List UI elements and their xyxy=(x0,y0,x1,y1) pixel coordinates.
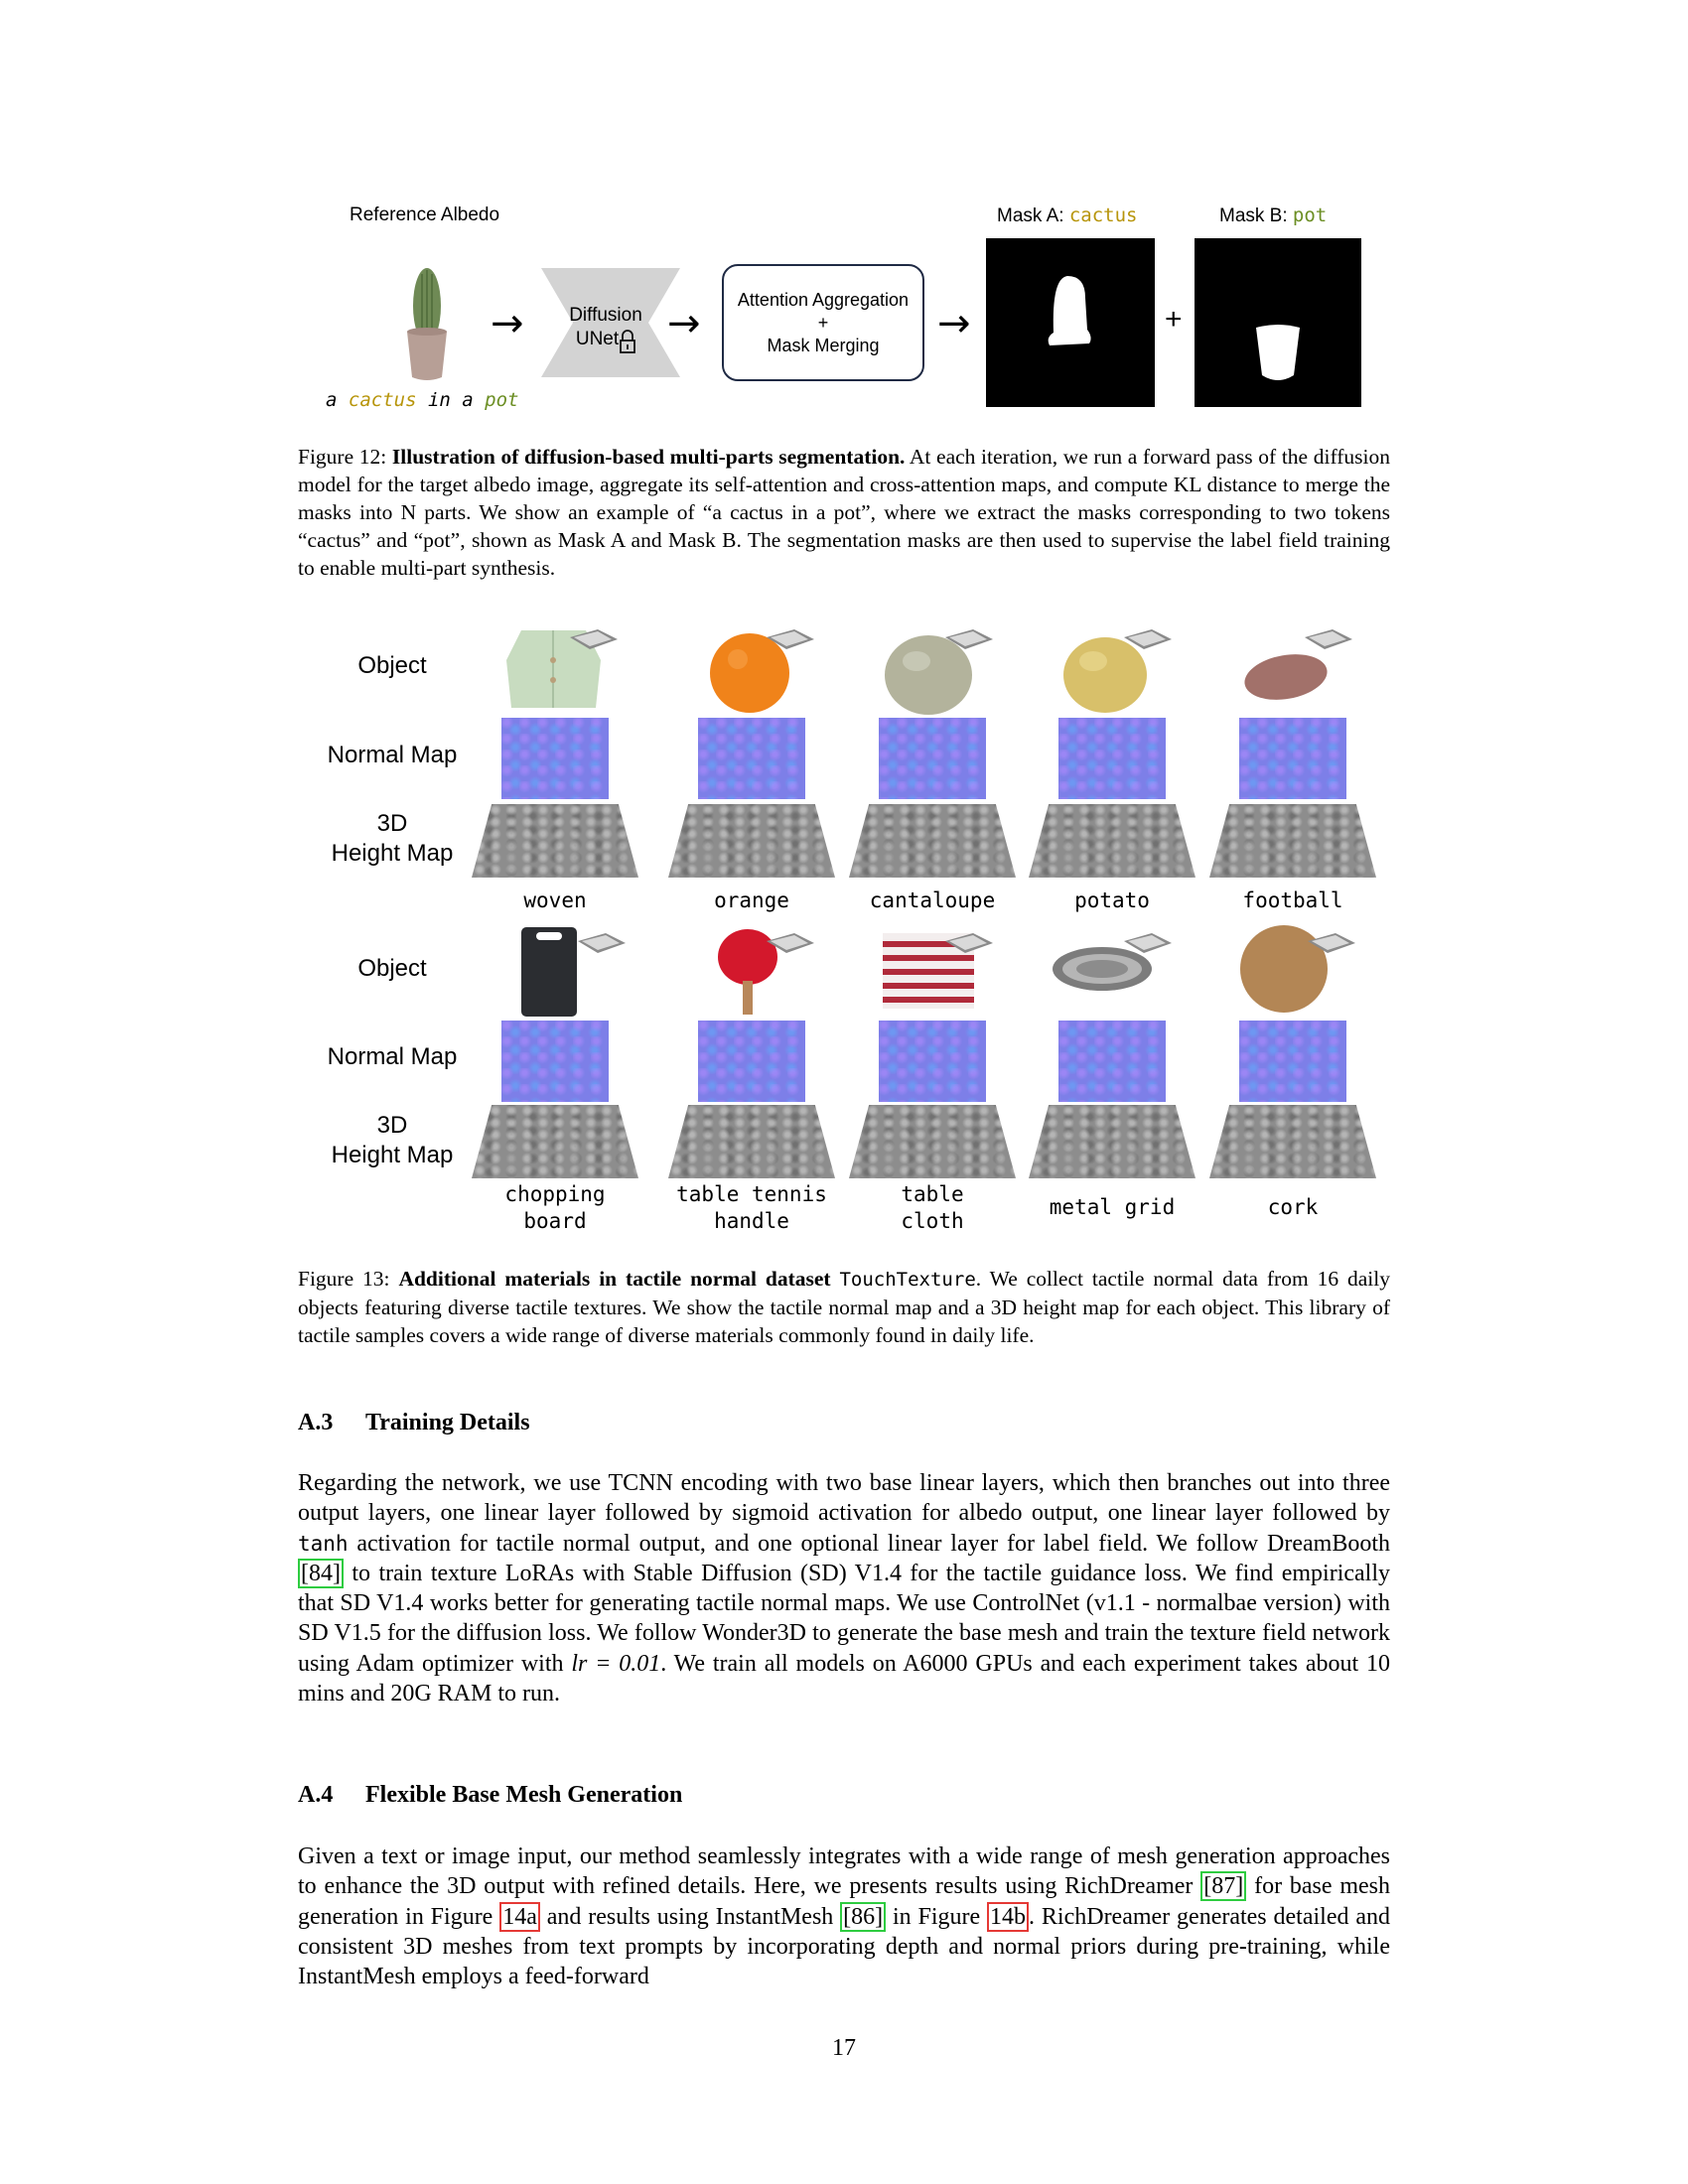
figure-link[interactable]: 14b xyxy=(987,1902,1029,1932)
figure-12-caption: Figure 12: Illustration of diffusion-based multi-parts segmentation. At each iteration, we run a forward pass of the diffusion model for the target albedo image, aggregate its self-attention and cross-attention maps, and compute KL distance to merge the masks into N parts. We show an example of “a cactus in a pot”, where we extract the masks corresponding to two tokens “cactus” and “pot”, shown as Mask A and Mask B. The segmentation masks are then used to supervise the label field training to enable multi-part synthesis. xyxy=(298,445,1390,580)
tactile-sensor-icon xyxy=(1122,627,1174,651)
normal-map-football xyxy=(1239,718,1346,799)
tactile-sensor-icon xyxy=(1306,931,1357,955)
diffusion-unet-label: Diffusion UNet xyxy=(541,304,670,354)
normal-map-woven xyxy=(501,718,609,799)
height-map-table-cloth xyxy=(849,1105,1016,1178)
material-label: table cloth xyxy=(901,1182,964,1233)
tactile-sensor-icon xyxy=(943,627,995,651)
material-label: potato xyxy=(1074,888,1150,912)
reference-albedo-label: Reference Albedo xyxy=(350,205,500,225)
row-label-height-map: 3D Height Map xyxy=(331,810,454,867)
normal-map-metal-grid xyxy=(1058,1021,1166,1102)
normal-map-chopping-board xyxy=(501,1021,609,1102)
row-label-normal-map: Normal Map xyxy=(327,1043,458,1070)
plus-sign: + xyxy=(1165,303,1183,336)
row-label-height-map: 3D Height Map xyxy=(331,1112,454,1168)
arrow-icon: → xyxy=(937,301,971,346)
height-map-woven xyxy=(472,804,638,878)
tactile-sensor-icon xyxy=(943,931,995,955)
tactile-sensor-icon xyxy=(1303,627,1354,651)
section-a3-paragraph: Regarding the network, we use TCNN encoding with two base linear layers, which then branches out into three output layers, one linear layer followed by sigmoid activation for albedo output, one linear layer followed by tanh activation for tactile normal output, and one optional linear layer for label field. We follow DreamBooth [84] to train texture LoRAs with Stable Diffusion (SD) V1.4 for the tactile guidance loss. We find empirically that SD V1.4 works better for generating tactile normal maps. We use ControlNet (v1.1 - normalbae version) with SD V1.5 for the diffusion loss. We follow Wonder3D to generate the base mesh and train the texture field network using Adam optimizer with lr = 0.01. We train all models on A6000 GPUs and each experiment takes about 10 mins and 20G RAM to run. xyxy=(298,1470,1390,1707)
material-label: metal grid xyxy=(1049,1195,1176,1219)
height-map-table-tennis-handle xyxy=(668,1105,835,1178)
material-label: cork xyxy=(1267,1195,1319,1219)
height-map-cork xyxy=(1209,1105,1376,1178)
tactile-sensor-icon xyxy=(765,931,816,955)
figure-13-caption: Figure 13: Additional materials in tactile normal dataset TouchTexture. We collect tactile normal data from 16 daily objects featuring diverse tactile textures. We show the tactile normal map and a 3D height map for each object. This library of tactile samples covers a wide range of diverse materials commonly found in daily life. xyxy=(298,1267,1390,1347)
citation-link[interactable]: [86] xyxy=(840,1902,886,1932)
normal-map-table-cloth xyxy=(879,1021,986,1102)
figure-link[interactable]: 14a xyxy=(499,1902,540,1932)
row-label-normal-map: Normal Map xyxy=(327,742,458,768)
height-map-football xyxy=(1209,804,1376,878)
height-map-cantaloupe xyxy=(849,804,1016,878)
attention-aggregation-box: Attention Aggregation + Mask Merging xyxy=(722,264,924,381)
cactus-pot-image xyxy=(402,266,452,383)
section-heading-a4: A.4 Flexible Base Mesh Generation xyxy=(298,1782,683,1808)
normal-map-cork xyxy=(1239,1021,1346,1102)
row-label-object: Object xyxy=(357,652,427,679)
mask-b-image xyxy=(1195,238,1361,407)
tactile-sensor-icon xyxy=(765,627,816,651)
height-map-orange xyxy=(668,804,835,878)
material-label: football xyxy=(1242,888,1343,912)
material-label: cantaloupe xyxy=(869,888,996,912)
citation-link[interactable]: [84] xyxy=(298,1559,344,1588)
row-label-object: Object xyxy=(357,955,427,982)
arrow-icon: → xyxy=(667,301,701,346)
height-map-metal-grid xyxy=(1029,1105,1196,1178)
text-prompt: a cactus in a pot xyxy=(326,389,519,411)
material-label: orange xyxy=(714,888,789,912)
section-a4-paragraph: Given a text or image input, our method seamlessly integrates with a wide range of mesh generation approaches to enhance the 3D output with refined details. Here, we presents results using RichDreamer [87] for base mesh generation in Figure 14a and results using InstantMesh [86] in Figure 14b . RichDreamer generates detailed and consistent 3D meshes from text prompts by incorporating depth and normal priors during pre-training, while InstantMesh employs a feed-forward xyxy=(298,1843,1391,1990)
lock-icon xyxy=(620,329,635,354)
tactile-sensor-icon xyxy=(568,627,620,651)
page-number: 17 xyxy=(832,2035,856,2061)
material-label: table tennis handle xyxy=(676,1182,827,1233)
mask-a-image xyxy=(986,238,1155,407)
mask-b-label: Mask B: pot xyxy=(1219,205,1328,226)
height-map-potato xyxy=(1029,804,1196,878)
section-heading-a3: A.3 Training Details xyxy=(298,1410,530,1435)
tactile-sensor-icon xyxy=(576,931,628,955)
normal-map-potato xyxy=(1058,718,1166,799)
tactile-sensor-icon xyxy=(1122,931,1174,955)
material-label: woven xyxy=(523,888,587,912)
normal-map-cantaloupe xyxy=(879,718,986,799)
citation-link[interactable]: [87] xyxy=(1200,1871,1246,1901)
normal-map-table-tennis-handle xyxy=(698,1021,805,1102)
arrow-icon: → xyxy=(491,301,524,346)
material-label: chopping board xyxy=(504,1182,606,1233)
height-map-chopping-board xyxy=(472,1105,638,1178)
mask-a-label: Mask A: cactus xyxy=(997,205,1138,226)
normal-map-orange xyxy=(698,718,805,799)
